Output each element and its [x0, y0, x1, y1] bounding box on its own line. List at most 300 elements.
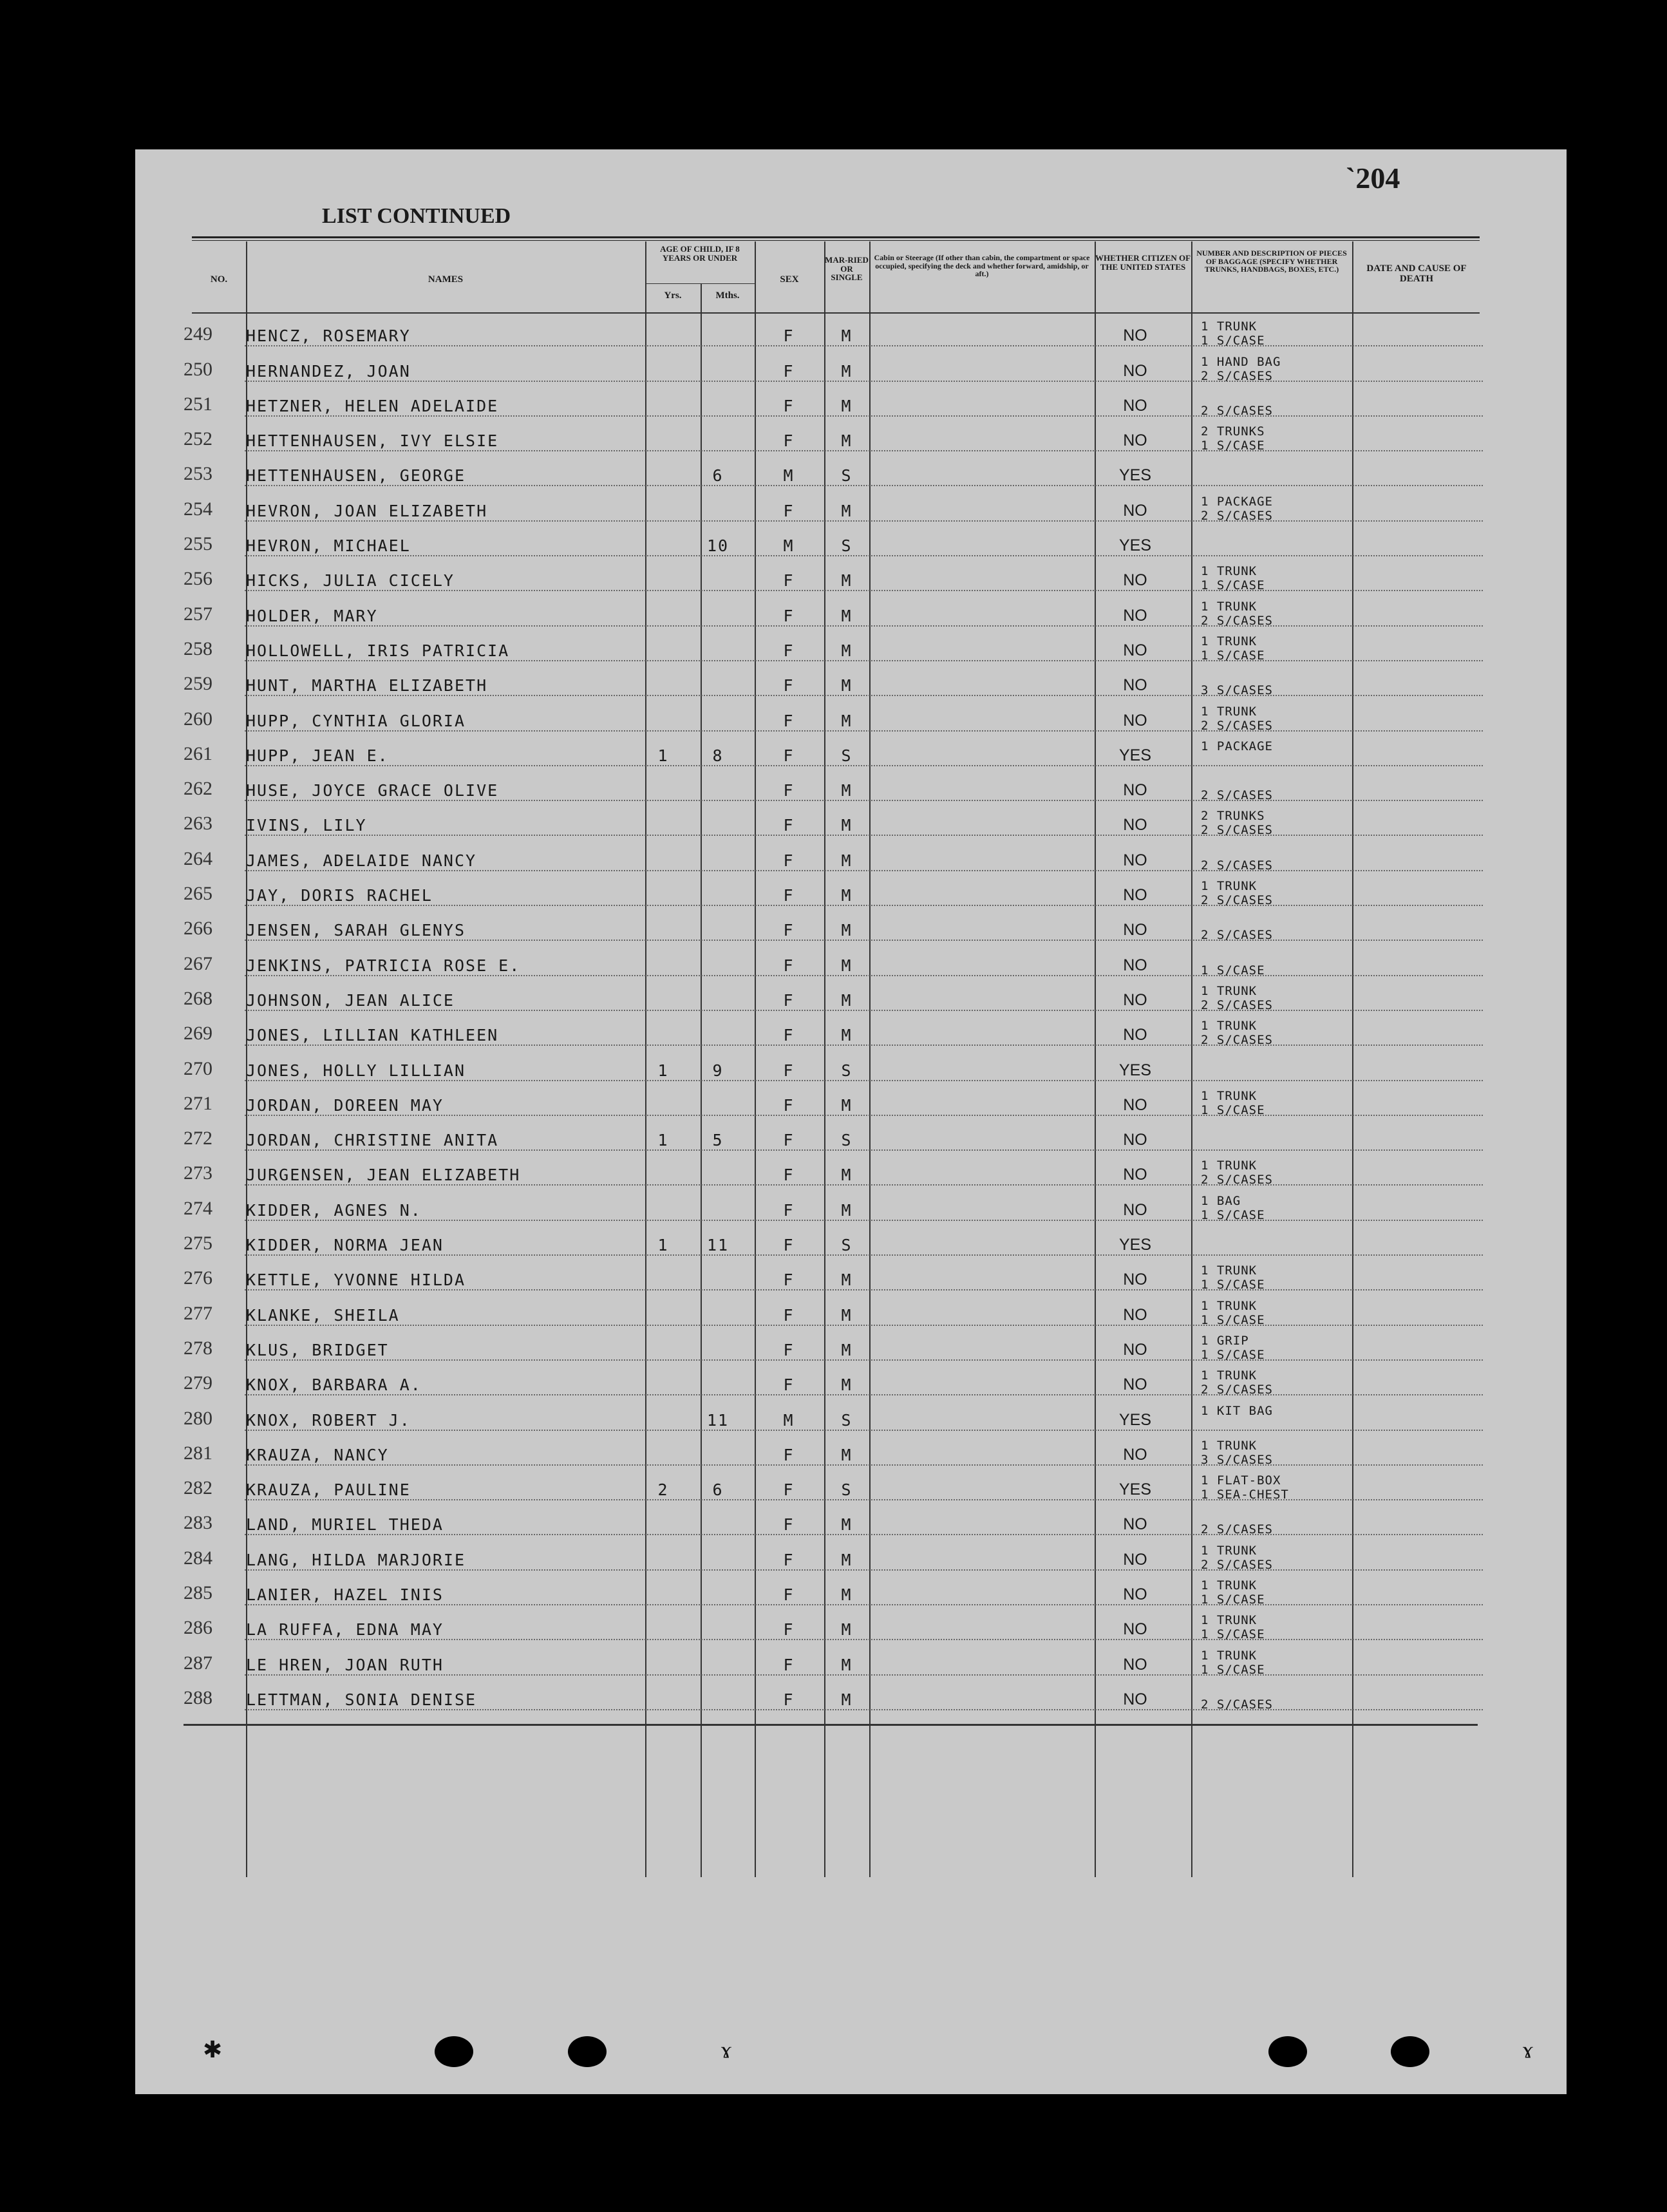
citizen: NO — [1123, 816, 1147, 835]
header-sex: SEX — [780, 274, 799, 285]
passenger-name: KRAUZA, NANCY — [246, 1445, 389, 1464]
row-number: 271 — [184, 1092, 212, 1114]
binding-hole — [568, 2036, 607, 2067]
baggage-line — [1201, 774, 1349, 788]
sex: F — [783, 676, 795, 695]
table-row — [135, 1504, 1567, 1539]
baggage — [1201, 1473, 1349, 1502]
baggage-line: 1 PACKAGE — [1201, 494, 1273, 509]
citizen: NO — [1123, 1585, 1147, 1604]
marital-status: M — [841, 1095, 852, 1115]
baggage-line: 1 S/CASE — [1201, 578, 1265, 593]
baggage-line: 2 S/CASES — [1201, 893, 1273, 908]
row-number: 267 — [184, 952, 212, 974]
passenger-name: LAND, MURIEL THEDA — [246, 1515, 444, 1535]
passenger-name: KIDDER, AGNES N. — [246, 1200, 422, 1220]
baggage — [1201, 1158, 1349, 1187]
list-title: LIST CONTINUED — [322, 204, 511, 228]
marital-status: M — [841, 1655, 852, 1674]
citizen: NO — [1123, 956, 1147, 974]
passenger-name: JAMES, ADELAIDE NANCY — [246, 851, 477, 870]
citizen: NO — [1123, 1515, 1147, 1534]
row-number: 263 — [184, 813, 212, 835]
table-row — [135, 1260, 1567, 1294]
passenger-name: JONES, HOLLY LILLIAN — [246, 1061, 466, 1080]
sex: F — [783, 326, 795, 346]
header-age: AGE OF CHILD, IF 8 YEARS OR UNDER — [660, 244, 740, 263]
sex: F — [783, 886, 795, 905]
baggage — [1201, 1613, 1349, 1641]
age-months: 9 — [712, 1061, 724, 1080]
citizen: YES — [1118, 1410, 1152, 1429]
passenger-name: LETTMAN, SONIA DENISE — [246, 1690, 477, 1709]
sex: M — [783, 1410, 795, 1430]
row-number: 287 — [184, 1652, 212, 1674]
baggage-line: 1 S/CASE — [1201, 1207, 1265, 1222]
row-number: 278 — [184, 1337, 212, 1359]
baggage-line: 1 S/CASE — [1201, 1627, 1265, 1642]
table-row — [135, 630, 1567, 665]
sex: F — [783, 1026, 795, 1045]
sex: F — [783, 746, 795, 765]
passenger-name: HEVRON, MICHAEL — [246, 536, 411, 556]
marital-status: M — [841, 606, 852, 625]
citizen: YES — [1118, 536, 1152, 555]
citizen: NO — [1123, 990, 1147, 1009]
passenger-name: HUPP, CYNTHIA GLORIA — [246, 711, 466, 730]
citizen: YES — [1118, 1061, 1152, 1079]
baggage-line — [1201, 844, 1349, 858]
table-row — [135, 1609, 1567, 1644]
sex: F — [783, 1305, 795, 1325]
header-death: DATE AND CAUSE OF DEATH — [1366, 263, 1467, 284]
baggage-line: 1 S/CASE — [1201, 963, 1265, 978]
citizen: NO — [1123, 641, 1147, 659]
baggage-line: 1 TRUNK — [1201, 634, 1257, 648]
header-subrule — [645, 283, 755, 284]
row-number: 279 — [184, 1372, 212, 1394]
marital-status: M — [841, 921, 852, 940]
table-row — [135, 1540, 1567, 1574]
row-number: 286 — [184, 1617, 212, 1639]
table-row — [135, 525, 1567, 560]
table-row — [135, 875, 1567, 910]
sex: F — [783, 431, 795, 451]
sex: F — [783, 781, 795, 800]
baggage-line: 1 TRUNK — [1201, 1158, 1257, 1173]
sex: F — [783, 1655, 795, 1674]
citizen: YES — [1118, 466, 1152, 485]
sex: F — [783, 1515, 795, 1535]
baggage-line: 1 S/CASE — [1201, 1312, 1265, 1327]
sex: F — [783, 396, 795, 415]
citizen: YES — [1118, 1236, 1152, 1254]
baggage — [1201, 739, 1349, 768]
punch-mark: ✱ — [203, 2037, 223, 2063]
sex: F — [783, 501, 795, 520]
baggage-line: 2 S/CASES — [1201, 928, 1273, 943]
sex: F — [783, 711, 795, 730]
table-row — [135, 840, 1567, 875]
baggage-line — [1201, 1508, 1349, 1522]
citizen: NO — [1123, 1690, 1147, 1708]
passenger-name: JORDAN, DOREEN MAY — [246, 1095, 444, 1115]
table-row — [135, 1365, 1567, 1399]
table-row — [135, 386, 1567, 421]
row-number: 254 — [184, 498, 212, 520]
punch-mark: ɤ — [721, 2037, 731, 2063]
baggage-line: 2 TRUNKS — [1201, 424, 1265, 439]
binding-hole — [1391, 2036, 1429, 2067]
baggage-line: 1 S/CASE — [1201, 1347, 1265, 1362]
passenger-name: JAY, DORIS RACHEL — [246, 886, 433, 905]
baggage — [1201, 459, 1349, 487]
marital-status: M — [841, 1585, 852, 1605]
row-number: 276 — [184, 1267, 212, 1289]
sex: F — [783, 1271, 795, 1290]
baggage — [1201, 984, 1349, 1012]
row-number: 257 — [184, 603, 212, 625]
baggage — [1201, 1649, 1349, 1677]
citizen: NO — [1123, 1550, 1147, 1569]
row-number: 275 — [184, 1233, 212, 1254]
baggage-line: 1 TRUNK — [1201, 1613, 1257, 1628]
row-number: 265 — [184, 883, 212, 905]
sex: F — [783, 1340, 795, 1359]
marital-status: M — [841, 1340, 852, 1359]
sex: F — [783, 816, 795, 835]
baggage-line: 2 S/CASES — [1201, 718, 1273, 733]
baggage-line: 2 S/CASES — [1201, 1697, 1273, 1712]
binding-hole — [1268, 2036, 1307, 2067]
citizen: NO — [1123, 1200, 1147, 1219]
marital-status: M — [841, 1375, 852, 1395]
header-rule — [192, 312, 1480, 314]
header-mths: Mths. — [715, 290, 740, 301]
age-years: 1 — [657, 1131, 669, 1150]
baggage — [1201, 669, 1349, 697]
row-number: 260 — [184, 708, 212, 730]
age-months: 6 — [712, 466, 724, 486]
baggage — [1201, 1089, 1349, 1117]
baggage-line: 1 GRIP — [1201, 1333, 1249, 1348]
row-number: 252 — [184, 428, 212, 450]
table-row — [135, 1225, 1567, 1260]
row-number: 282 — [184, 1477, 212, 1499]
row-number: 251 — [184, 393, 212, 415]
citizen: NO — [1123, 676, 1147, 695]
baggage — [1201, 1439, 1349, 1467]
baggage-line: 1 BAG — [1201, 1193, 1241, 1208]
marital-status: M — [841, 1550, 852, 1569]
baggage-line: 1 S/CASE — [1201, 648, 1265, 663]
passenger-name: HEVRON, JOAN ELIZABETH — [246, 501, 488, 520]
marital-status: M — [841, 990, 852, 1010]
baggage-line — [1201, 753, 1349, 768]
sex: F — [783, 921, 795, 940]
table-row — [135, 491, 1567, 525]
baggage-line — [1201, 949, 1349, 963]
citizen: NO — [1123, 711, 1147, 730]
marital-status: S — [841, 1480, 852, 1500]
sex: M — [783, 536, 795, 556]
baggage-line: 1 S/CASE — [1201, 334, 1265, 348]
marital-status: M — [841, 501, 852, 520]
baggage — [1201, 529, 1349, 558]
baggage — [1201, 1368, 1349, 1397]
baggage — [1201, 809, 1349, 837]
marital-status: M — [841, 1515, 852, 1535]
row-number: 270 — [184, 1057, 212, 1079]
table-row — [135, 1470, 1567, 1504]
baggage-line: 1 TRUNK — [1201, 1263, 1257, 1278]
baggage — [1201, 774, 1349, 802]
baggage — [1201, 390, 1349, 418]
baggage-line — [1201, 390, 1349, 404]
table-row — [135, 665, 1567, 700]
baggage — [1201, 600, 1349, 628]
baggage-line: 2 S/CASES — [1201, 1173, 1273, 1187]
sex: F — [783, 1620, 795, 1640]
passenger-name: HOLDER, MARY — [246, 606, 378, 625]
sex: F — [783, 1166, 795, 1185]
baggage-line: 1 TRUNK — [1201, 1578, 1257, 1593]
row-number: 255 — [184, 533, 212, 555]
row-number: 261 — [184, 742, 212, 764]
sex: F — [783, 1445, 795, 1464]
table-row — [135, 1399, 1567, 1434]
header-baggage: NUMBER AND DESCRIPTION OF PIECES OF BAGGAGE (SPECIFY WHETHER TRUNKS, HANDBAGS, BOXES, ETC.) — [1196, 249, 1347, 274]
table-row — [135, 560, 1567, 595]
marital-status: M — [841, 396, 852, 415]
marital-status: S — [841, 1236, 852, 1255]
row-number: 250 — [184, 358, 212, 380]
marital-status: M — [841, 1690, 852, 1709]
baggage — [1201, 1508, 1349, 1536]
passenger-name: HENCZ, ROSEMARY — [246, 326, 411, 346]
baggage-line — [1201, 1124, 1349, 1138]
marital-status: M — [841, 431, 852, 451]
baggage-line: 1 TRUNK — [1201, 1543, 1257, 1558]
baggage — [1201, 1124, 1349, 1152]
table-row — [135, 316, 1567, 350]
citizen: NO — [1123, 781, 1147, 800]
punch-mark: ɤ — [1523, 2037, 1533, 2063]
passenger-name: HUNT, MARTHA ELIZABETH — [246, 676, 488, 695]
passenger-name: KNOX, ROBERT J. — [246, 1410, 411, 1430]
row-number: 272 — [184, 1128, 212, 1149]
page-number: `204 — [1346, 162, 1400, 194]
header-names: NAMES — [428, 274, 464, 285]
baggage — [1201, 1263, 1349, 1292]
passenger-name: HUSE, JOYCE GRACE OLIVE — [246, 781, 499, 800]
sex: F — [783, 851, 795, 870]
sex: F — [783, 1480, 795, 1500]
row-number: 259 — [184, 673, 212, 695]
passenger-name: LANG, HILDA MARJORIE — [246, 1550, 466, 1569]
sex: F — [783, 990, 795, 1010]
baggage-line — [1201, 1683, 1349, 1697]
table-row — [135, 455, 1567, 490]
marital-status: M — [841, 641, 852, 660]
marital-status: M — [841, 851, 852, 870]
sex: F — [783, 1200, 795, 1220]
citizen: NO — [1123, 1095, 1147, 1114]
table-row — [135, 1679, 1567, 1714]
marital-status: S — [841, 746, 852, 765]
marital-status: M — [841, 711, 852, 730]
baggage-line — [1201, 1138, 1349, 1152]
baggage-line: 1 TRUNK — [1201, 1019, 1257, 1034]
citizen: NO — [1123, 326, 1147, 345]
baggage — [1201, 879, 1349, 907]
baggage-line: 1 TRUNK — [1201, 599, 1257, 614]
age-months: 5 — [712, 1131, 724, 1150]
baggage-line: 1 S/CASE — [1201, 1278, 1265, 1292]
row-number: 268 — [184, 987, 212, 1009]
marital-status: M — [841, 886, 852, 905]
citizen: NO — [1123, 1375, 1147, 1394]
baggage-line — [1201, 1243, 1349, 1257]
baggage — [1201, 1683, 1349, 1712]
marital-status: M — [841, 1026, 852, 1045]
marital-status: M — [841, 1305, 852, 1325]
baggage — [1201, 1334, 1349, 1362]
row-number: 269 — [184, 1023, 212, 1045]
baggage-line — [1201, 459, 1349, 473]
citizen: NO — [1123, 886, 1147, 905]
marital-status: M — [841, 1200, 852, 1220]
sex: M — [783, 466, 795, 486]
citizen: NO — [1123, 1131, 1147, 1149]
table-row — [135, 980, 1567, 1015]
citizen: NO — [1123, 1620, 1147, 1639]
row-number: 256 — [184, 568, 212, 590]
citizen: NO — [1123, 851, 1147, 869]
table-row — [135, 1155, 1567, 1189]
baggage-line — [1201, 914, 1349, 928]
header-married: MAR-RIED OR SINGLE — [825, 255, 869, 283]
citizen: YES — [1118, 1480, 1152, 1499]
row-number: 253 — [184, 463, 212, 485]
table-row — [135, 1294, 1567, 1329]
table-row — [135, 1435, 1567, 1470]
header-cabin: Cabin or Steerage (If other than cabin, the compartment or space occupied, specifying the deck and whether forward, amidship, or aft.) — [874, 253, 1090, 279]
baggage-line — [1201, 1229, 1349, 1243]
passenger-name: JENKINS, PATRICIA ROSE E. — [246, 956, 521, 975]
table-row — [135, 421, 1567, 455]
passenger-name: KETTLE, YVONNE HILDA — [246, 1271, 466, 1290]
sex: F — [783, 1095, 795, 1115]
baggage-line: 1 S/CASE — [1201, 1102, 1265, 1117]
table-row — [135, 595, 1567, 630]
citizen: YES — [1118, 746, 1152, 764]
citizen: NO — [1123, 396, 1147, 415]
age-months: 11 — [706, 1236, 730, 1255]
baggage-line: 2 S/CASES — [1201, 368, 1273, 383]
marital-status: M — [841, 361, 852, 381]
baggage-line: 1 S/CASE — [1201, 1593, 1265, 1607]
baggage — [1201, 1578, 1349, 1607]
sex: F — [783, 1061, 795, 1080]
table-row — [135, 805, 1567, 840]
table-row — [135, 1644, 1567, 1679]
citizen: NO — [1123, 1340, 1147, 1359]
marital-status: S — [841, 1410, 852, 1430]
baggage-line: 3 S/CASES — [1201, 1452, 1273, 1467]
passenger-name: LE HREN, JOAN RUTH — [246, 1655, 444, 1674]
passenger-name: HICKS, JULIA CICELY — [246, 571, 455, 591]
header-no: NO. — [210, 274, 228, 285]
passenger-name: JURGENSEN, JEAN ELIZABETH — [246, 1166, 521, 1185]
row-number: 283 — [184, 1512, 212, 1534]
baggage-line: 2 S/CASES — [1201, 858, 1273, 873]
row-number: 264 — [184, 847, 212, 869]
baggage-line: 1 TRUNK — [1201, 1648, 1257, 1663]
baggage-line: 2 S/CASES — [1201, 613, 1273, 628]
marital-status: M — [841, 676, 852, 695]
baggage-line: 1 S/CASE — [1201, 439, 1265, 453]
table-row — [135, 1574, 1567, 1609]
passenger-name: LANIER, HAZEL INIS — [246, 1585, 444, 1605]
sex: F — [783, 1236, 795, 1255]
header-citizen: WHETHER CITIZEN OF THE UNITED STATES — [1095, 253, 1191, 272]
sex: F — [783, 361, 795, 381]
baggage-line: 2 S/CASES — [1201, 1033, 1273, 1048]
baggage-line: 2 S/CASES — [1201, 1522, 1273, 1537]
row-number: 274 — [184, 1197, 212, 1219]
baggage-line: 2 TRUNKS — [1201, 809, 1265, 824]
marital-status: M — [841, 816, 852, 835]
sex: F — [783, 571, 795, 591]
citizen: NO — [1123, 1026, 1147, 1045]
header-yrs: Yrs. — [664, 290, 682, 301]
baggage — [1201, 949, 1349, 978]
baggage-line: 1 S/CASE — [1201, 1662, 1265, 1677]
baggage-line: 2 S/CASES — [1201, 1383, 1273, 1397]
baggage-line — [1201, 473, 1349, 487]
baggage — [1201, 1404, 1349, 1432]
sex: F — [783, 641, 795, 660]
baggage-line: 1 TRUNK — [1201, 564, 1257, 579]
table-row — [135, 1120, 1567, 1155]
baggage-line — [1201, 1418, 1349, 1432]
marital-status: M — [841, 1166, 852, 1185]
baggage-line: 3 S/CASES — [1201, 683, 1273, 698]
baggage-line — [1201, 669, 1349, 683]
baggage-line: 2 S/CASES — [1201, 1557, 1273, 1572]
passenger-name: KLANKE, SHEILA — [246, 1305, 400, 1325]
citizen: NO — [1123, 1166, 1147, 1184]
citizen: NO — [1123, 571, 1147, 590]
table-row — [135, 1015, 1567, 1050]
passenger-name: IVINS, LILY — [246, 816, 367, 835]
faded-stamp — [650, 1817, 1062, 1862]
passenger-name: KRAUZA, PAULINE — [246, 1480, 411, 1500]
citizen: NO — [1123, 1271, 1147, 1289]
baggage-line: 2 S/CASES — [1201, 403, 1273, 418]
baggage-line: 1 PACKAGE — [1201, 739, 1273, 753]
baggage — [1201, 844, 1349, 873]
baggage — [1201, 495, 1349, 523]
baggage-line: 1 TRUNK — [1201, 1438, 1257, 1453]
baggage — [1201, 704, 1349, 733]
table-row — [135, 1190, 1567, 1225]
age-months: 8 — [712, 746, 724, 765]
age-months: 10 — [706, 536, 730, 556]
baggage-line: 1 HAND BAG — [1201, 354, 1281, 369]
baggage — [1201, 564, 1349, 592]
